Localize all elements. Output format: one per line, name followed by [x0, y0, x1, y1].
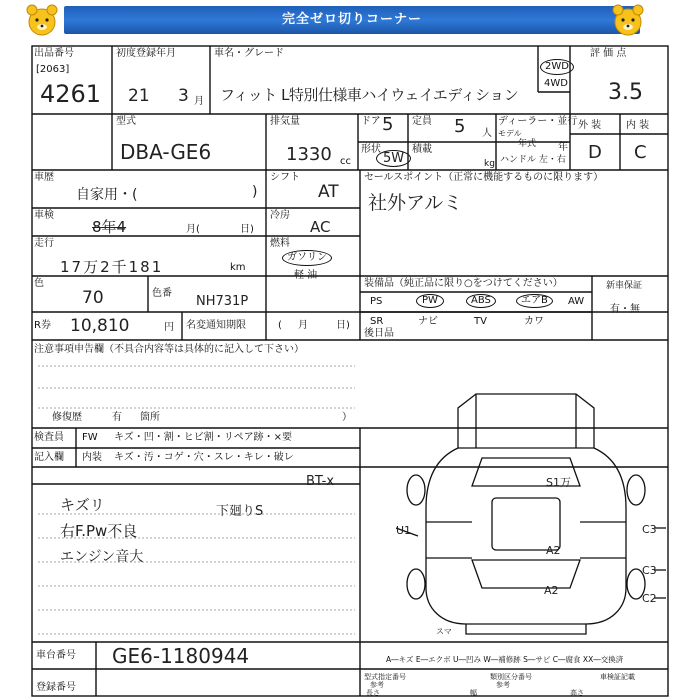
lot-number: 4261	[40, 80, 102, 108]
sales-label: セールスポイント（正常に機能するものに限ります）	[364, 172, 604, 183]
type-value: DBA-GE6	[120, 140, 212, 164]
type-label: 型式	[116, 116, 136, 127]
eval-label: 評 価 点	[590, 48, 627, 59]
repair-close: ）	[342, 412, 352, 423]
drive-2wd: 2WD	[540, 59, 574, 75]
remark-2: 右F.Pw不良	[60, 522, 138, 540]
shift-value: AT	[318, 182, 339, 202]
car-diagram	[396, 388, 666, 636]
dealer-label: ディーラー・並行	[498, 116, 578, 127]
handle-label: ハンドル 左・右	[500, 155, 566, 165]
first-reg-label: 初度登録年月	[116, 48, 176, 59]
door-value: 5	[382, 114, 394, 135]
remark-3: エンジン音大	[60, 549, 144, 565]
recycle-unit: 円	[164, 322, 174, 333]
checker-label: 検査員	[34, 432, 64, 443]
notes-label: 注意事項申告欄（不具合内容等は具体的に記入して下さい）	[34, 344, 304, 355]
inspection-label: 車検	[34, 210, 54, 221]
ext-value: D	[588, 142, 602, 163]
name-change-label: 名変通知期限	[186, 320, 246, 331]
title-bar	[64, 6, 640, 34]
header	[0, 0, 700, 40]
page-title: 完全ゼロ切りコーナー	[281, 12, 422, 27]
after-label: 後日品	[364, 328, 394, 339]
bottom-k3: 類別区分番号	[490, 673, 532, 681]
inspection-value: 8年4	[92, 218, 127, 236]
sales-value: 社外アルミ	[368, 192, 463, 214]
model-year-label2: 年式	[518, 139, 537, 149]
bottom-k8: 高さ	[570, 689, 584, 697]
color-no-label: 色番	[152, 288, 172, 299]
recycle-label: R券	[34, 320, 51, 331]
mark-s1: S1万	[546, 476, 571, 489]
mark-c3-lower: C3	[642, 564, 657, 577]
door-label: ドア	[361, 116, 381, 127]
mark-c3-upper: C3	[642, 523, 657, 536]
equip-airbag: エアB	[516, 294, 553, 308]
repair-part: 箇所	[140, 412, 160, 423]
mark-u1: U1	[396, 524, 412, 537]
drive-4wd: 4WD	[544, 78, 568, 89]
equip-navi: ナビ	[418, 316, 438, 327]
remark-1: キズリ	[60, 496, 105, 514]
shift-label: シフト	[270, 172, 300, 183]
new-warranty-value: 有・無	[610, 304, 640, 315]
entry-label: 記入欄	[34, 452, 64, 463]
mileage-unit: km	[230, 262, 246, 273]
mark-a2-center: A2	[546, 544, 561, 557]
seat-label: 定員	[412, 116, 432, 127]
equip-label: 装備品（純正品に限り○をつけてください）	[364, 278, 563, 289]
first-reg-year: 21	[128, 86, 150, 106]
disp-label: 排気量	[270, 116, 300, 127]
disp-value: 1330	[286, 144, 332, 165]
history-value: 自家用・(	[76, 187, 138, 203]
cargo-label: 積載	[412, 144, 432, 155]
new-warranty-label: 新車保証	[606, 281, 643, 291]
color-label: 色	[34, 278, 44, 289]
first-reg-month: 3	[178, 86, 189, 106]
month-unit: 月	[194, 96, 204, 107]
equip-aw: AW	[568, 296, 585, 307]
remark-mid: 下廻りS	[216, 504, 264, 519]
color-value: 70	[82, 288, 104, 308]
seat-value: 5	[454, 116, 466, 137]
bottom-k7: 幅	[470, 689, 477, 697]
eval-score: 3.5	[608, 80, 643, 105]
int-label: 内 装	[626, 120, 650, 131]
ac-value: AC	[310, 218, 331, 236]
bottom-k5: 車検証記載	[600, 673, 635, 681]
shape-value: 5W	[376, 150, 411, 167]
lot-sub: [2063]	[36, 64, 70, 75]
seat-unit: 人	[482, 128, 492, 139]
equip-leather: カワ	[524, 316, 544, 327]
recycle-value: 10,810	[70, 316, 130, 336]
model-grade: フィット L特別仕様車ハイウェイエディション	[220, 86, 519, 104]
bt-note: BT-x	[306, 474, 335, 489]
mark-a2-rear: A2	[544, 584, 559, 597]
chassis-label: 車台番号	[36, 650, 76, 661]
int-value: C	[634, 142, 647, 163]
checker-fw: FW	[82, 432, 98, 443]
shape-label: 形状	[361, 144, 381, 155]
chassis-value: GE6-1180944	[112, 644, 250, 668]
ext-label: 外 装	[578, 120, 602, 131]
checker-items: キズ・凹・割・ヒビ割・リペア跡・×要	[114, 432, 292, 443]
equip-pw: PW	[416, 294, 444, 308]
reg-label: 登録番号	[36, 682, 76, 693]
entry-items: キズ・汚・コゲ・穴・スレ・キレ・破レ	[114, 452, 294, 463]
equip-ps: PS	[370, 296, 383, 307]
mileage-value: 17万2千181	[60, 258, 164, 276]
model-year-unit: 年	[558, 142, 568, 153]
insp-month: 月(	[186, 224, 200, 235]
repair-value: 有	[112, 412, 122, 423]
history-close: )	[252, 184, 258, 200]
fuel-gas: ガソリン	[282, 250, 332, 266]
model-grade-label: 車名・グレード	[214, 48, 284, 59]
lot-label: 出品番号	[34, 48, 74, 59]
equip-sr: SR	[370, 316, 384, 327]
bottom-k1: 型式指定番号	[364, 673, 406, 681]
cargo-unit: kg	[484, 159, 495, 169]
auction-sheet	[30, 44, 670, 700]
mark-c2: C2	[642, 592, 657, 605]
repair-label: 修復歴	[52, 412, 82, 423]
equip-tv: TV	[474, 316, 487, 327]
fuel-diesel: 軽 油	[294, 270, 318, 281]
insp-day: 日)	[240, 224, 254, 235]
bottom-k4: 参考	[496, 681, 510, 689]
color-no: NH731P	[196, 294, 249, 309]
equip-abs: ABS	[466, 294, 496, 308]
disp-unit: cc	[340, 156, 351, 167]
bear-mascot-right-icon	[610, 2, 646, 38]
name-change-day: 日)	[336, 320, 350, 331]
name-change-open: (	[278, 320, 282, 331]
history-label: 車歴	[34, 172, 54, 183]
model-year-label: モデル	[498, 129, 522, 138]
bear-mascot-left-icon	[24, 2, 60, 38]
damage-legend: A―キズ E―エクボ U―凹み W―補修跡 S―サビ C―腐食 XX―交換済	[386, 655, 624, 664]
ac-label: 冷房	[270, 210, 290, 221]
bottom-k2: 参考	[370, 681, 384, 689]
bottom-k6: 長さ	[366, 689, 380, 697]
entry-int: 内装	[82, 452, 102, 463]
mark-front: スマ	[436, 627, 452, 636]
name-change-month: 月	[298, 320, 308, 331]
fuel-label: 燃料	[270, 238, 290, 249]
mileage-label: 走行	[34, 238, 54, 249]
